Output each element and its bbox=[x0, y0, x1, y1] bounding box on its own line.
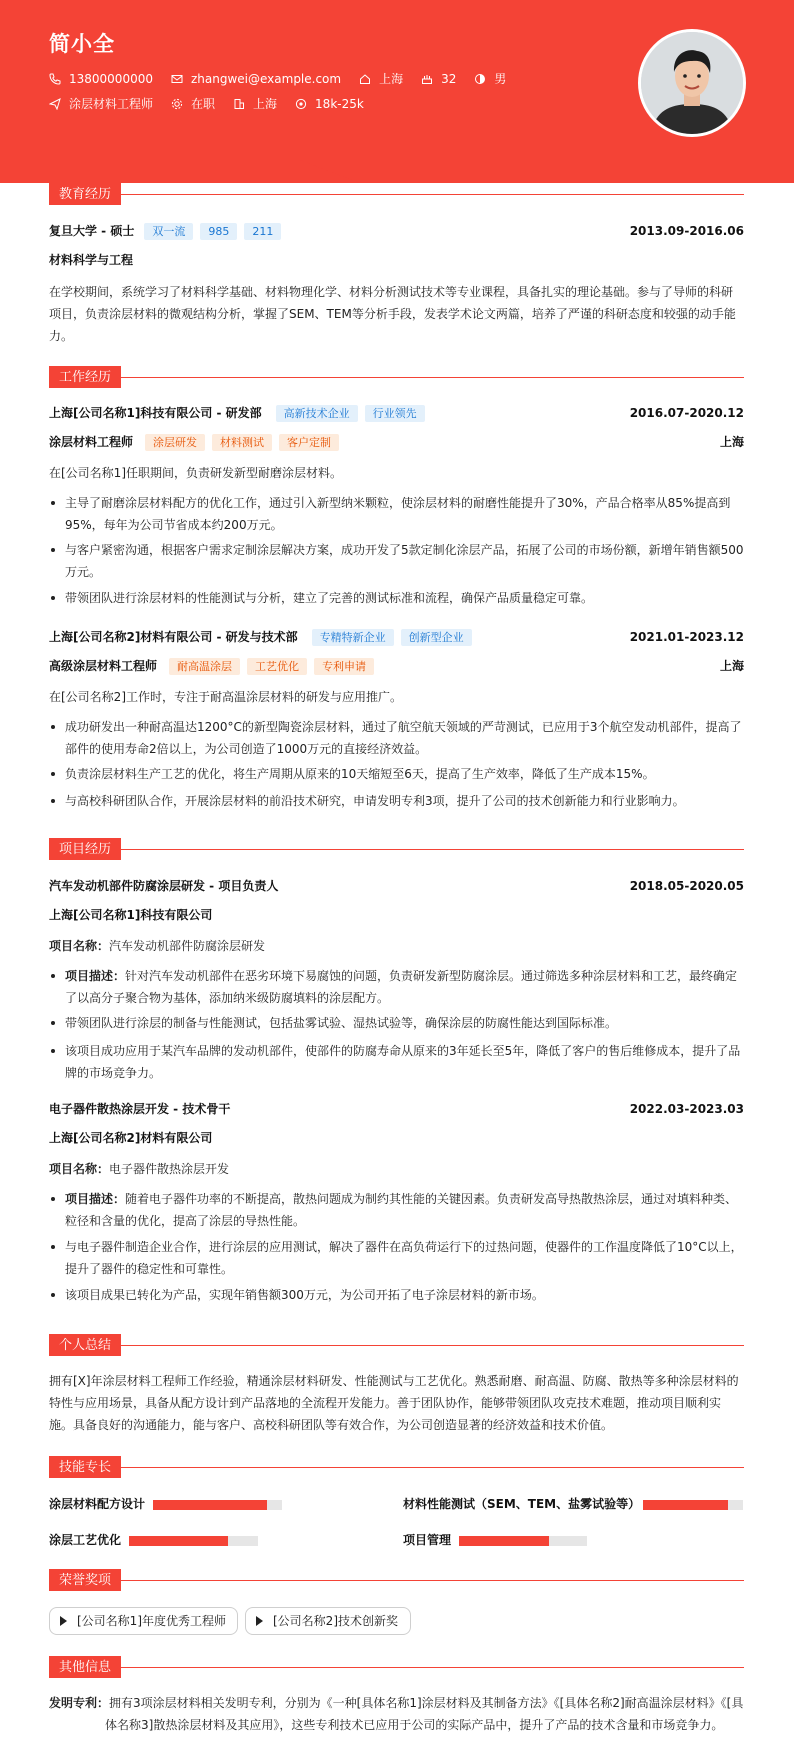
section-title: 其他信息 bbox=[49, 1656, 121, 1678]
school-tag: 985 bbox=[200, 223, 237, 240]
project-desc-label: 项目描述： bbox=[65, 1192, 126, 1206]
education-description: 在学校期间，系统学习了材料科学基础、材料物理化学、材料分析测试技术等专业课程，具备扎实的理论基础。参与了导师的科研项目，负责涂层材料的微观结构分析，掌握了SEM、TEM等分析手段，发表学术论文两篇，培养了严谨的科研态度和较强的动手能力。 bbox=[49, 285, 736, 343]
job-bullet: 主导了耐磨涂层材料配方的优化工作，通过引入新型纳米颗粒，使涂层材料的耐磨性能提升了30%，产品合格率从85%提高到95%，每年为公司节省成本约200万元。 bbox=[49, 492, 744, 536]
avatar-portrait bbox=[641, 32, 743, 134]
project-desc-bullet bbox=[49, 1188, 744, 1232]
age: 32 bbox=[441, 72, 457, 86]
skill-name: 材料性能测试（SEM、TEM、盐雾试验等） bbox=[403, 1497, 641, 1511]
location: 上海 bbox=[379, 72, 404, 86]
job-date: 2021.01-2023.12 bbox=[629, 630, 744, 644]
company-tag: 专精特新企业 bbox=[312, 629, 394, 646]
job-intent-row bbox=[49, 95, 382, 114]
award-chip bbox=[49, 1607, 238, 1635]
project-bullet: 该项目成功应用于某汽车品牌的发动机部件，使部件的防腐寿命从原来的3年延长至5年，降低了客户的售后维修成本，提升了品牌的市场竞争力。 bbox=[49, 1040, 744, 1084]
patent-info bbox=[49, 1692, 744, 1736]
send-icon bbox=[49, 98, 61, 110]
section-skills bbox=[49, 1456, 744, 1478]
job-title: 高级涂层材料工程师 bbox=[49, 659, 158, 673]
project-name-line bbox=[49, 1158, 744, 1180]
job-bullet: 与客户紧密沟通，根据客户需求定制涂层解决方案，成功开发了5款定制化涂层产品，拓展了公司的市场份额，新增年销售额500万元。 bbox=[49, 539, 744, 583]
job-header bbox=[49, 404, 744, 423]
education-date: 2013.09-2016.06 bbox=[629, 224, 744, 238]
section-title: 教育经历 bbox=[49, 183, 121, 205]
skill-bar bbox=[129, 1536, 258, 1546]
skill-bar bbox=[153, 1500, 282, 1510]
avatar bbox=[638, 29, 746, 137]
school-tag: 双一流 bbox=[144, 223, 193, 240]
gender-icon bbox=[474, 73, 486, 85]
skill-bar-fill bbox=[643, 1500, 728, 1510]
project-date: 2018.05-2020.05 bbox=[629, 879, 744, 893]
contact-row bbox=[49, 70, 524, 89]
company-tag: 创新型企业 bbox=[401, 629, 472, 646]
job-city: 上海 bbox=[719, 435, 744, 449]
project-name: 电子器件散热涂层开发 bbox=[109, 1162, 230, 1176]
mail-icon bbox=[171, 73, 183, 85]
job-bullet: 负责涂层材料生产工艺的优化，将生产周期从原来的10天缩短至6天，提高了生产效率，降低了生产成本15%。 bbox=[49, 763, 744, 785]
school-tag: 211 bbox=[244, 223, 281, 240]
section-other bbox=[49, 1656, 744, 1678]
section-education bbox=[49, 183, 744, 205]
job-role-row bbox=[49, 433, 744, 452]
education-header bbox=[49, 222, 744, 241]
project-bullet: 该项目成果已转化为产品，实现年销售额300万元，为公司开拓了电子涂层材料的新市场。 bbox=[49, 1284, 744, 1306]
section-title: 个人总结 bbox=[49, 1334, 121, 1356]
skill-bar-fill bbox=[153, 1500, 267, 1510]
phone-icon bbox=[49, 73, 61, 85]
company-tag: 行业领先 bbox=[365, 405, 425, 422]
job-intro: 在[公司名称1]任职期间，负责研发新型耐磨涂层材料。 bbox=[49, 466, 343, 480]
section-title: 技能专长 bbox=[49, 1456, 121, 1478]
project-name-label: 项目名称： bbox=[49, 1162, 110, 1176]
play-icon bbox=[256, 1616, 263, 1626]
project-name: 汽车发动机部件防腐涂层研发 bbox=[109, 939, 266, 953]
cake-icon bbox=[421, 73, 433, 85]
project-title: 电子器件散热涂层开发 - 技术骨干 bbox=[49, 1102, 231, 1116]
project-company-row bbox=[49, 906, 744, 925]
job-role-row bbox=[49, 657, 744, 676]
project-name-label: 项目名称： bbox=[49, 939, 110, 953]
award-name: [公司名称1]年度优秀工程师 bbox=[77, 1613, 226, 1628]
project-title: 汽车发动机部件防腐涂层研发 - 项目负责人 bbox=[49, 879, 279, 893]
job-header bbox=[49, 628, 744, 647]
skill-name: 涂层工艺优化 bbox=[49, 1533, 122, 1547]
role-tag: 耐高温涂层 bbox=[169, 658, 240, 675]
gear-icon bbox=[171, 98, 183, 110]
target-role: 涂层材料工程师 bbox=[69, 97, 154, 111]
skill-name: 项目管理 bbox=[403, 1533, 452, 1547]
gender: 男 bbox=[494, 72, 507, 86]
skill-name: 涂层材料配方设计 bbox=[49, 1497, 146, 1511]
company-name: 上海[公司名称2]材料有限公司 - 研发与技术部 bbox=[49, 630, 298, 644]
project-company-row bbox=[49, 1129, 744, 1148]
skill-bar bbox=[459, 1536, 587, 1546]
job-city: 上海 bbox=[719, 659, 744, 673]
company-name: 上海[公司名称1]科技有限公司 - 研发部 bbox=[49, 406, 262, 420]
home-icon bbox=[359, 73, 371, 85]
project-desc-bullet bbox=[49, 965, 744, 1009]
project-date: 2022.03-2023.03 bbox=[629, 1102, 744, 1116]
target-city: 上海 bbox=[253, 97, 278, 111]
education-major-row bbox=[49, 251, 744, 270]
project-bullet: 带领团队进行涂层的制备与性能测试，包括盐雾试验、湿热试验等，确保涂层的防腐性能达到国际标准。 bbox=[49, 1012, 744, 1034]
job-date: 2016.07-2020.12 bbox=[629, 406, 744, 420]
section-title: 荣誉奖项 bbox=[49, 1569, 121, 1591]
job-bullet: 带领团队进行涂层材料的性能测试与分析，建立了完善的测试标准和流程，确保产品质量稳定可靠。 bbox=[49, 587, 744, 609]
section-summary bbox=[49, 1334, 744, 1356]
summary-text: 拥有[X]年涂层材料工程师工作经验，精通涂层材料研发、性能测试与工艺优化。熟悉耐磨、耐高温、防腐、散热等多种涂层材料的特性与应用场景，具备从配方设计到产品落地的全流程开发能力。善于团队协作，能够带领团队攻克技术难题，推动项目顺利实施。具备良好的沟通能力，能与客户、高校科研团队等有效合作，为公司创造显著的经济效益和技术价值。 bbox=[49, 1374, 739, 1432]
role-tag: 涂层研发 bbox=[145, 434, 205, 451]
patent-text: 拥有3项涂层材料相关发明专利，分别为《一种[具体名称1]涂层材料及其制备方法》《[具体名称2]耐高温涂层材料》《[具体名称3]散热涂层材料及其应用》，这些专利技术已应用于公司的实际产品中，提升了产品的技术含量和市场竞争力。 bbox=[105, 1696, 744, 1732]
project-name-line bbox=[49, 935, 744, 957]
email-address: zhangwei@example.com bbox=[190, 72, 342, 86]
play-icon bbox=[60, 1616, 67, 1626]
project-company: 上海[公司名称2]材料有限公司 bbox=[49, 1131, 213, 1145]
section-projects bbox=[49, 838, 744, 860]
patent-label: 发明专利： bbox=[49, 1696, 110, 1710]
role-tag: 客户定制 bbox=[279, 434, 339, 451]
salary-icon bbox=[295, 98, 307, 110]
job-intro: 在[公司名称2]工作时，专注于耐高温涂层材料的研发与应用推广。 bbox=[49, 690, 403, 704]
award-name: [公司名称2]技术创新奖 bbox=[273, 1613, 398, 1628]
skill-bar bbox=[643, 1500, 743, 1510]
section-awards bbox=[49, 1569, 744, 1591]
project-desc: 针对汽车发动机部件在恶劣环境下易腐蚀的问题，负责研发新型防腐涂层。通过筛选多种涂层材料和工艺，最终确定了以高分子聚合物为基体，添加纳米级防腐填料的涂层配方。 bbox=[65, 969, 738, 1005]
job-bullet: 成功研发出一种耐高温达1200°C的新型陶瓷涂层材料，通过了航空航天领域的严苛测试，已应用于3个航空发动机部件，提高了部件的使用寿命2倍以上，为公司创造了1000万元的直接经济效益。 bbox=[49, 716, 744, 760]
major: 材料科学与工程 bbox=[49, 253, 134, 267]
project-header bbox=[49, 1100, 744, 1119]
candidate-name: 简小全 bbox=[49, 32, 115, 56]
company-tag: 高新技术企业 bbox=[276, 405, 358, 422]
award-chip bbox=[245, 1607, 411, 1635]
project-bullet: 与电子器件制造企业合作，进行涂层的应用测试，解决了器件在高负荷运行下的过热问题，使器件的工作温度降低了10°C以上，提升了器件的稳定性和可靠性。 bbox=[49, 1236, 744, 1280]
skill-bar-fill bbox=[129, 1536, 228, 1546]
role-tag: 专利申请 bbox=[314, 658, 374, 675]
role-tag: 材料测试 bbox=[212, 434, 272, 451]
salary-range: 18k-25k bbox=[315, 97, 364, 111]
building-icon bbox=[233, 98, 245, 110]
job-title: 涂层材料工程师 bbox=[49, 435, 134, 449]
employment-status: 在职 bbox=[191, 97, 216, 111]
job-bullet: 与高校科研团队合作，开展涂层材料的前沿技术研究，申请发明专利3项，提升了公司的技术创新能力和行业影响力。 bbox=[49, 790, 744, 812]
school-name: 复旦大学 - 硕士 bbox=[49, 224, 135, 238]
section-work bbox=[49, 366, 744, 388]
project-desc-label: 项目描述： bbox=[65, 969, 126, 983]
project-header bbox=[49, 877, 744, 896]
phone-number: 13800000000 bbox=[69, 72, 153, 86]
skill-bar-fill bbox=[459, 1536, 549, 1546]
project-company: 上海[公司名称1]科技有限公司 bbox=[49, 908, 213, 922]
section-title: 项目经历 bbox=[49, 838, 121, 860]
role-tag: 工艺优化 bbox=[247, 658, 307, 675]
section-title: 工作经历 bbox=[49, 366, 121, 388]
project-desc: 随着电子器件功率的不断提高，散热问题成为制约其性能的关键因素。负责研发高导热散热涂层，通过对填料种类、粒径和含量的优化，提高了涂层的导热性能。 bbox=[65, 1192, 738, 1228]
